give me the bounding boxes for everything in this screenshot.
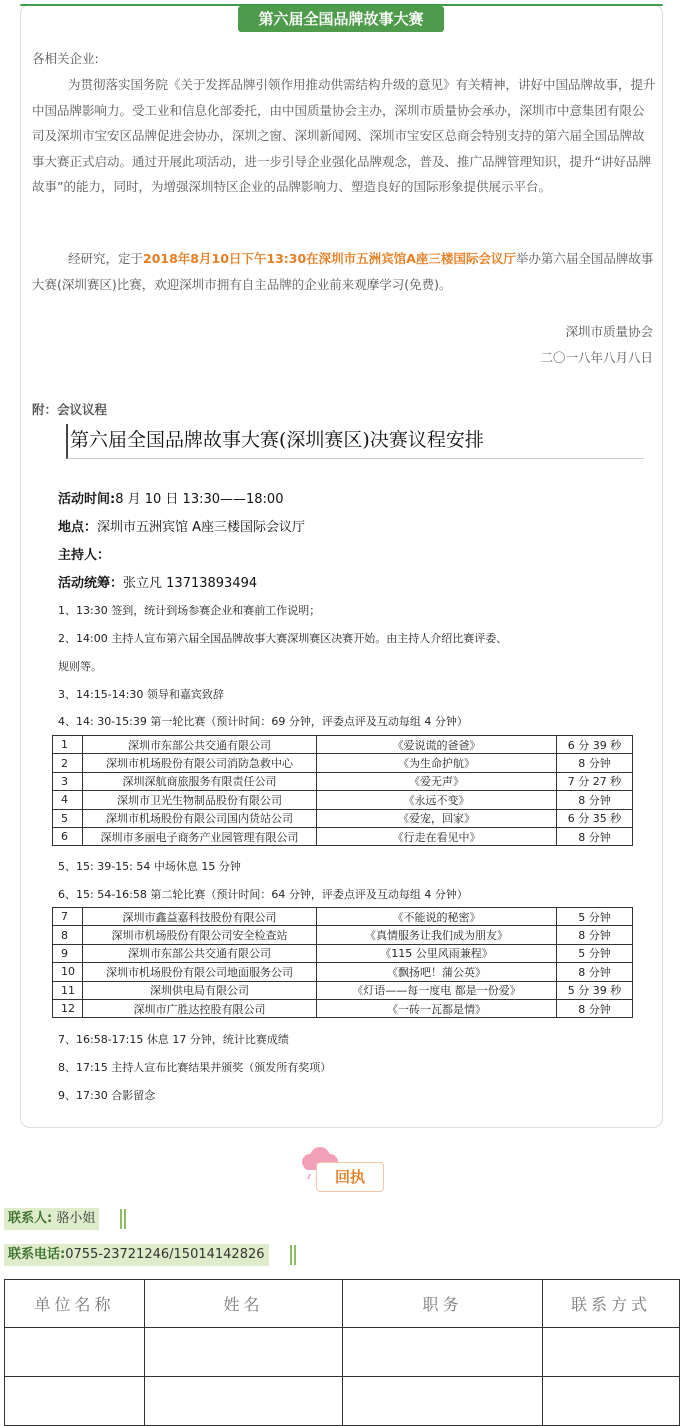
agenda-item-2-cont: 规则等。	[58, 660, 102, 673]
entry-title: 《为生命护航》	[317, 754, 557, 772]
form-cell[interactable]	[145, 1377, 343, 1426]
agenda-item-6: 6、15: 54-16:58 第二轮比赛（预计时间：64 分钟，评委点评及互动每组 4 分钟）	[58, 888, 468, 901]
entry-number: 8	[53, 926, 83, 944]
entry-duration: 5 分 39 秒	[557, 981, 633, 999]
event-coordinator-value: 张立凡 13713893494	[123, 576, 258, 591]
entry-company: 深圳市机场股份有限公司国内货站公司	[83, 809, 317, 827]
phone-value: 0755-23721246/15014142826	[65, 1247, 265, 1262]
phone-label: 联系电话:	[8, 1247, 66, 1262]
signature-date: 二〇一八年八月八日	[540, 350, 653, 365]
form-cell[interactable]	[343, 1328, 543, 1377]
agenda-item-4: 4、14: 30-15:39 第一轮比赛（预计时间：69 分钟，评委点评及互动每组 4 分钟）	[58, 715, 468, 728]
entry-duration: 8 分钟	[557, 999, 633, 1017]
entry-number: 7	[53, 908, 83, 926]
entry-company: 深圳市鑫益嘉科技股份有限公司	[83, 908, 317, 926]
header-contact: 联系方式	[543, 1280, 680, 1328]
entry-title: 《永远不变》	[317, 791, 557, 809]
table-row	[53, 736, 633, 754]
entry-title: 《爱宠，回家》	[317, 809, 557, 827]
entry-title: 《行走在看见中》	[317, 827, 557, 845]
event-place-value: 深圳市五洲宾馆 A座三楼国际会议厅	[97, 520, 306, 535]
agenda-item-8: 8、17:15 主持人宣布比赛结果并颁奖（颁发所有奖项）	[58, 1061, 332, 1074]
contact-name: 骆小姐	[56, 1211, 96, 1226]
entry-number: 10	[53, 963, 83, 981]
entry-duration: 8 分钟	[557, 926, 633, 944]
form-cell[interactable]	[543, 1377, 680, 1426]
contact-person	[4, 1208, 99, 1230]
table-row	[53, 772, 633, 790]
entry-title: 《爱无声》	[317, 772, 557, 790]
entry-number: 3	[53, 772, 83, 790]
entry-company: 深圳深航商旅服务有限责任公司	[83, 772, 317, 790]
entry-title: 《真情服务让我们成为朋友》	[317, 926, 557, 944]
table-row	[53, 963, 633, 981]
entry-number: 2	[53, 754, 83, 772]
entry-company: 深圳市机场股份有限公司消防急救中心	[83, 754, 317, 772]
entry-title: 《爱说谎的爸爸》	[317, 736, 557, 754]
entry-number: 6	[53, 827, 83, 845]
schedule-highlight: 2018年8月10日下午13:30在深圳市五洲宾馆A座三楼国际会议厅	[143, 251, 516, 266]
contact-divider-bars	[120, 1209, 130, 1229]
entry-number: 11	[53, 981, 83, 999]
agenda-item-1: 1、13:30 签到，统计到场参赛企业和赛前工作说明；	[58, 604, 321, 617]
contact-label: 联系人:	[8, 1211, 53, 1226]
entry-duration: 8 分钟	[557, 827, 633, 845]
entry-duration: 8 分钟	[557, 963, 633, 981]
entry-title: 《灯语——每一度电 都是一份爱》	[317, 981, 557, 999]
entry-company: 深圳市机场股份有限公司安全检查站	[83, 926, 317, 944]
event-time	[58, 488, 283, 507]
event-time-label: 活动时间:	[58, 492, 116, 507]
event-coordinator-label: 活动统筹：	[58, 576, 124, 591]
agenda-item-7: 7、16:58-17:15 休息 17 分钟，统计比赛成绩	[58, 1033, 289, 1046]
agenda-item-9: 9、17:30 合影留念	[58, 1089, 156, 1102]
schedule-paragraph	[32, 246, 656, 297]
contact-phone	[4, 1244, 269, 1266]
schedule-prefix: 经研究，定于	[68, 251, 144, 266]
header-position: 职务	[343, 1280, 543, 1328]
table-row	[53, 809, 633, 827]
entry-duration: 8 分钟	[557, 754, 633, 772]
salutation: 各相关企业:	[32, 51, 99, 66]
form-cell[interactable]	[343, 1377, 543, 1426]
table-row	[53, 926, 633, 944]
signature-org: 深圳市质量协会	[565, 324, 653, 339]
agenda-item-2: 2、14:00 主持人宣布第六届全国品牌故事大赛深圳赛区决赛开始。由主持人介绍比赛评委、	[58, 632, 508, 645]
receipt-title: 回执	[316, 1162, 384, 1192]
form-cell[interactable]	[5, 1377, 145, 1426]
event-coordinator	[58, 572, 257, 591]
entry-company: 深圳市东部公共交通有限公司	[83, 944, 317, 962]
phone-divider-bars	[290, 1245, 300, 1265]
event-host-label: 主持人：	[58, 548, 111, 563]
form-cell[interactable]	[5, 1328, 145, 1377]
entry-company: 深圳市东部公共交通有限公司	[83, 736, 317, 754]
entry-company: 深圳供电局有限公司	[83, 981, 317, 999]
table-row	[53, 827, 633, 845]
entry-duration: 8 分钟	[557, 791, 633, 809]
entry-number: 9	[53, 944, 83, 962]
entry-number: 1	[53, 736, 83, 754]
banner-title: 第六届全国品牌故事大赛	[238, 6, 444, 32]
table-row	[53, 754, 633, 772]
entry-company: 深圳市多丽电子商务产业园管理有限公司	[83, 827, 317, 845]
entry-company: 深圳市卫光生物制品股份有限公司	[83, 791, 317, 809]
registration-form-table	[4, 1279, 680, 1426]
entry-title: 《飘扬吧！蒲公英》	[317, 963, 557, 981]
entry-title: 《115 公里风雨兼程》	[317, 944, 557, 962]
round2-table	[52, 907, 633, 1018]
table-row	[53, 944, 633, 962]
entry-number: 4	[53, 791, 83, 809]
schedule-suffix: 举办第六届全国品牌故事大赛(深圳赛区)比赛，欢迎深圳市拥有自主品牌的企业前来观摩学习(免费)。	[32, 251, 654, 292]
agenda-title: 第六届全国品牌故事大赛(深圳赛区)决赛议程安排	[66, 424, 644, 459]
intro-paragraph: 为贯彻落实国务院《关于发挥品牌引领作用推动供需结构升级的意见》有关精神，讲好中国品牌故事，提升中国品牌影响力。受工业和信息化部委托，由中国质量协会主办，深圳市质量协会承办，深圳市中意集团有限公司及深圳市宝安区品牌促进会协办，深圳之窗、深圳新闻网、深圳市宝安区总商会特别支持的第六届全国品牌故事大赛正式启动。通过开展此项活动，进一步引导企业强化品牌观念，普及、推广品牌管理知识，提升“讲好品牌故事”的能力，同时，为增强深圳特区企业的品牌影响力、塑造良好的国际形象提供展示平台。	[32, 77, 656, 194]
entry-title: 《不能说的秘密》	[317, 908, 557, 926]
entry-duration: 6 分 35 秒	[557, 809, 633, 827]
form-cell[interactable]	[145, 1328, 343, 1377]
event-place	[58, 516, 305, 535]
entry-duration: 5 分钟	[557, 908, 633, 926]
entry-number: 12	[53, 999, 83, 1017]
event-place-label: 地点：	[58, 520, 98, 535]
form-cell[interactable]	[543, 1328, 680, 1377]
table-row	[53, 999, 633, 1017]
round1-table	[52, 735, 633, 846]
header-name: 姓名	[145, 1280, 343, 1328]
table-row	[53, 791, 633, 809]
header-company: 单位名称	[5, 1280, 145, 1328]
agenda-item-3: 3、14:15-14:30 领导和嘉宾致辞	[58, 688, 224, 701]
entry-company: 深圳市广胜达控股有限公司	[83, 999, 317, 1017]
entry-number: 5	[53, 809, 83, 827]
annex-label: 附：会议议程	[32, 402, 108, 417]
entry-duration: 7 分 27 秒	[557, 772, 633, 790]
event-host	[58, 544, 110, 563]
entry-company: 深圳市机场股份有限公司地面服务公司	[83, 963, 317, 981]
agenda-item-5: 5、15: 39-15: 54 中场休息 15 分钟	[58, 860, 241, 873]
table-row	[53, 981, 633, 999]
table-row	[53, 908, 633, 926]
event-time-value: 8 月 10 日 13:30——18:00	[115, 492, 284, 507]
entry-title: 《一砖一瓦都是情》	[317, 999, 557, 1017]
entry-duration: 5 分钟	[557, 944, 633, 962]
entry-duration: 6 分 39 秒	[557, 736, 633, 754]
